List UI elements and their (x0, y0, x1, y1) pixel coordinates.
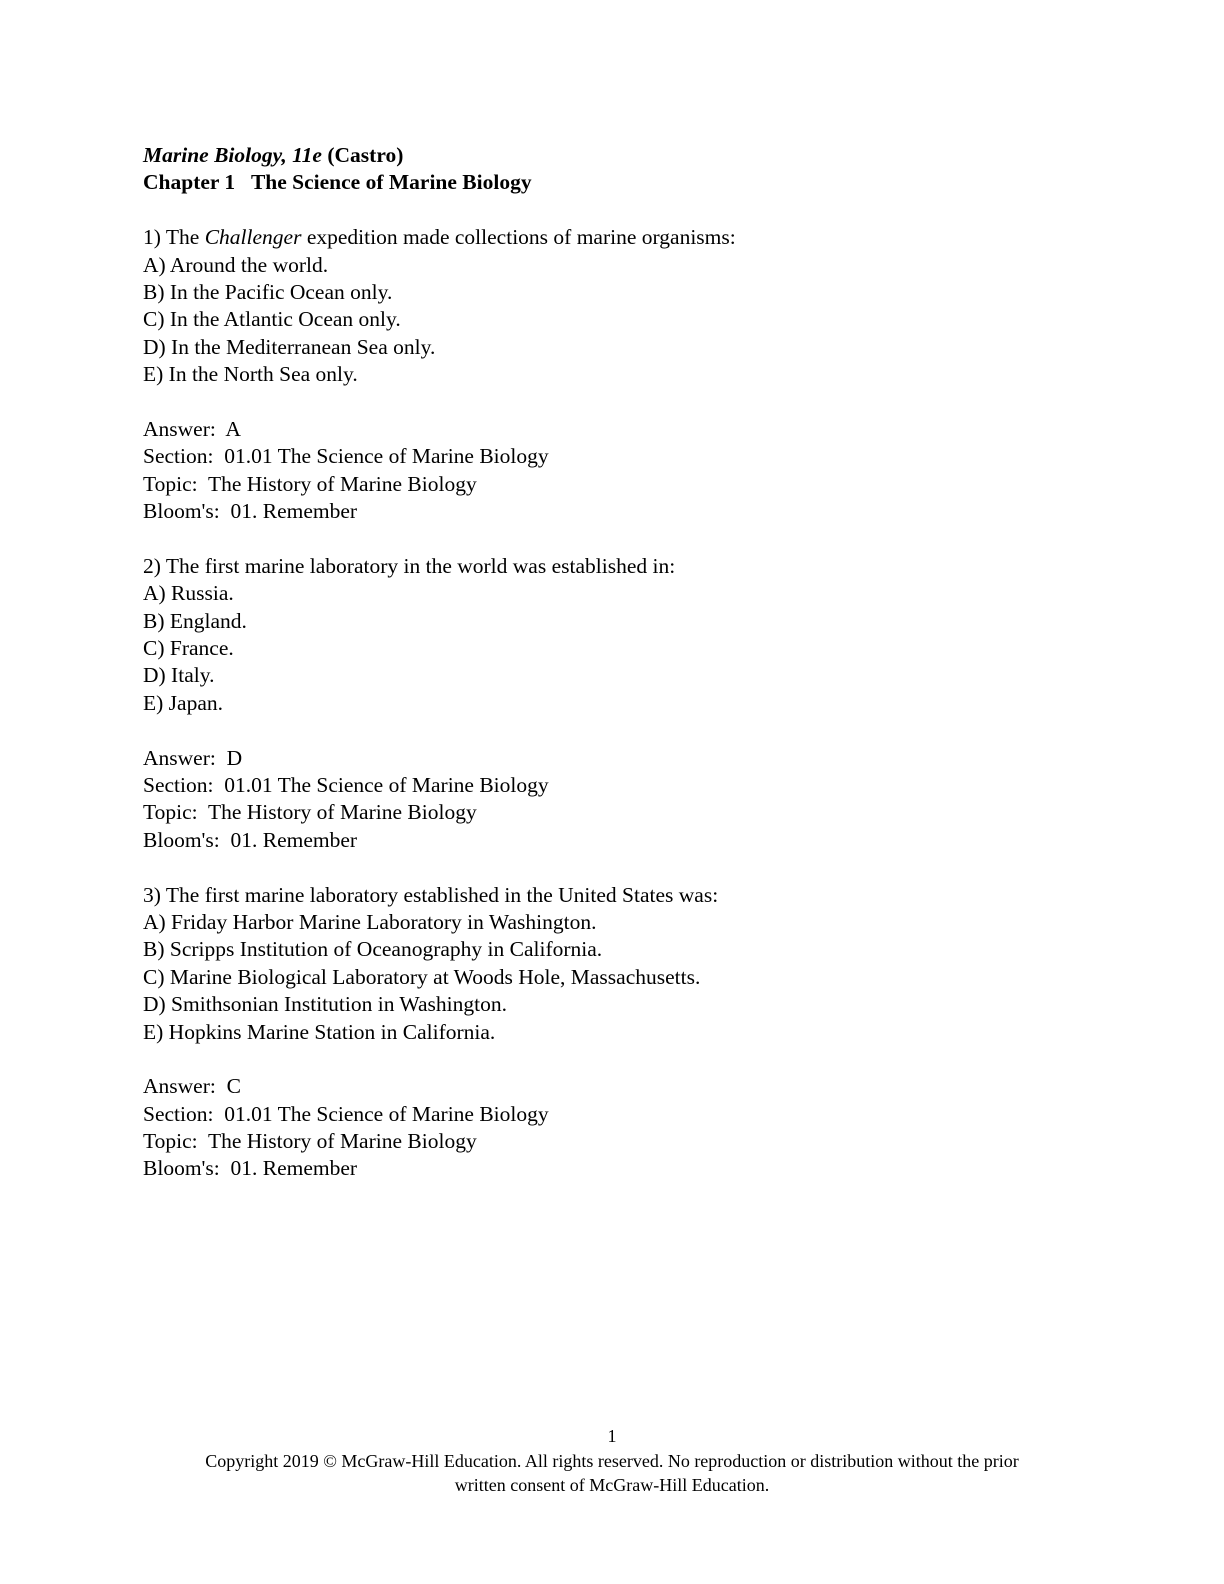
question-2 (143, 553, 1103, 854)
section: Section: 01.01 The Science of Marine Biology (143, 444, 549, 469)
spacer (143, 197, 1103, 224)
option-d: D) Italy. (143, 663, 215, 688)
question-stem-prefix: 1) The (143, 225, 205, 250)
question-stem-emphasis: Challenger (204, 225, 302, 250)
question-stem-suffix: expedition made collections of marine organisms: (301, 225, 736, 250)
option-b: B) In the Pacific Ocean only. (143, 279, 393, 304)
spacer (143, 717, 1103, 744)
book-author: (Castro) (327, 143, 404, 167)
question-1 (143, 224, 1103, 525)
option-c: C) France. (143, 636, 234, 661)
chapter-heading (143, 169, 1103, 196)
blooms: Bloom's: 01. Remember (143, 1156, 358, 1181)
question-stem (143, 224, 1103, 251)
option-b: B) England. (143, 608, 247, 633)
question-stem: 2) The first marine laboratory in the world was established in: (143, 553, 676, 578)
chapter-title: The Science of Marine Biology (250, 170, 532, 195)
spacer (143, 1046, 1103, 1073)
option-e: E) Japan. (143, 690, 223, 715)
topic: Topic: The History of Marine Biology (143, 1129, 477, 1154)
copyright-line-1: Copyright 2019 © McGraw-Hill Education. All rights reserved. No reproduction or distribution without the prior (205, 1450, 1019, 1471)
answer: Answer: D (143, 745, 243, 770)
option-d: D) In the Mediterranean Sea only. (143, 334, 436, 359)
section: Section: 01.01 The Science of Marine Biology (143, 772, 549, 797)
spacer (143, 389, 1103, 416)
book-title-line (143, 142, 1103, 169)
question-stem: 3) The first marine laboratory established in the United States was: (143, 882, 719, 907)
option-d: D) Smithsonian Institution in Washington. (143, 992, 507, 1017)
topic: Topic: The History of Marine Biology (143, 471, 477, 496)
blooms: Bloom's: 01. Remember (143, 499, 358, 524)
question-3 (143, 882, 1103, 1183)
option-e: E) In the North Sea only. (143, 362, 358, 387)
page-number: 1 (607, 1426, 617, 1446)
option-a: A) Around the world. (143, 252, 329, 277)
spacer (143, 525, 1103, 552)
option-c: C) Marine Biological Laboratory at Woods Hole, Massachusetts. (143, 964, 701, 989)
option-a: A) Russia. (143, 581, 234, 606)
answer: Answer: C (143, 1074, 241, 1099)
option-c: C) In the Atlantic Ocean only. (143, 307, 401, 332)
copyright-line-2: written consent of McGraw-Hill Education. (454, 1475, 770, 1495)
option-e: E) Hopkins Marine Station in California. (143, 1019, 496, 1044)
page-footer (0, 1424, 1224, 1498)
book-title: Marine Biology, 11e (143, 143, 322, 167)
chapter-label: Chapter 1 (143, 170, 236, 195)
section: Section: 01.01 The Science of Marine Biology (143, 1101, 549, 1126)
document-page (143, 142, 1103, 1183)
option-b: B) Scripps Institution of Oceanography in California. (143, 937, 603, 962)
blooms: Bloom's: 01. Remember (143, 827, 358, 852)
spacer (143, 854, 1103, 881)
topic: Topic: The History of Marine Biology (143, 800, 477, 825)
option-a: A) Friday Harbor Marine Laboratory in Washington. (143, 909, 597, 934)
answer: Answer: A (143, 416, 241, 441)
